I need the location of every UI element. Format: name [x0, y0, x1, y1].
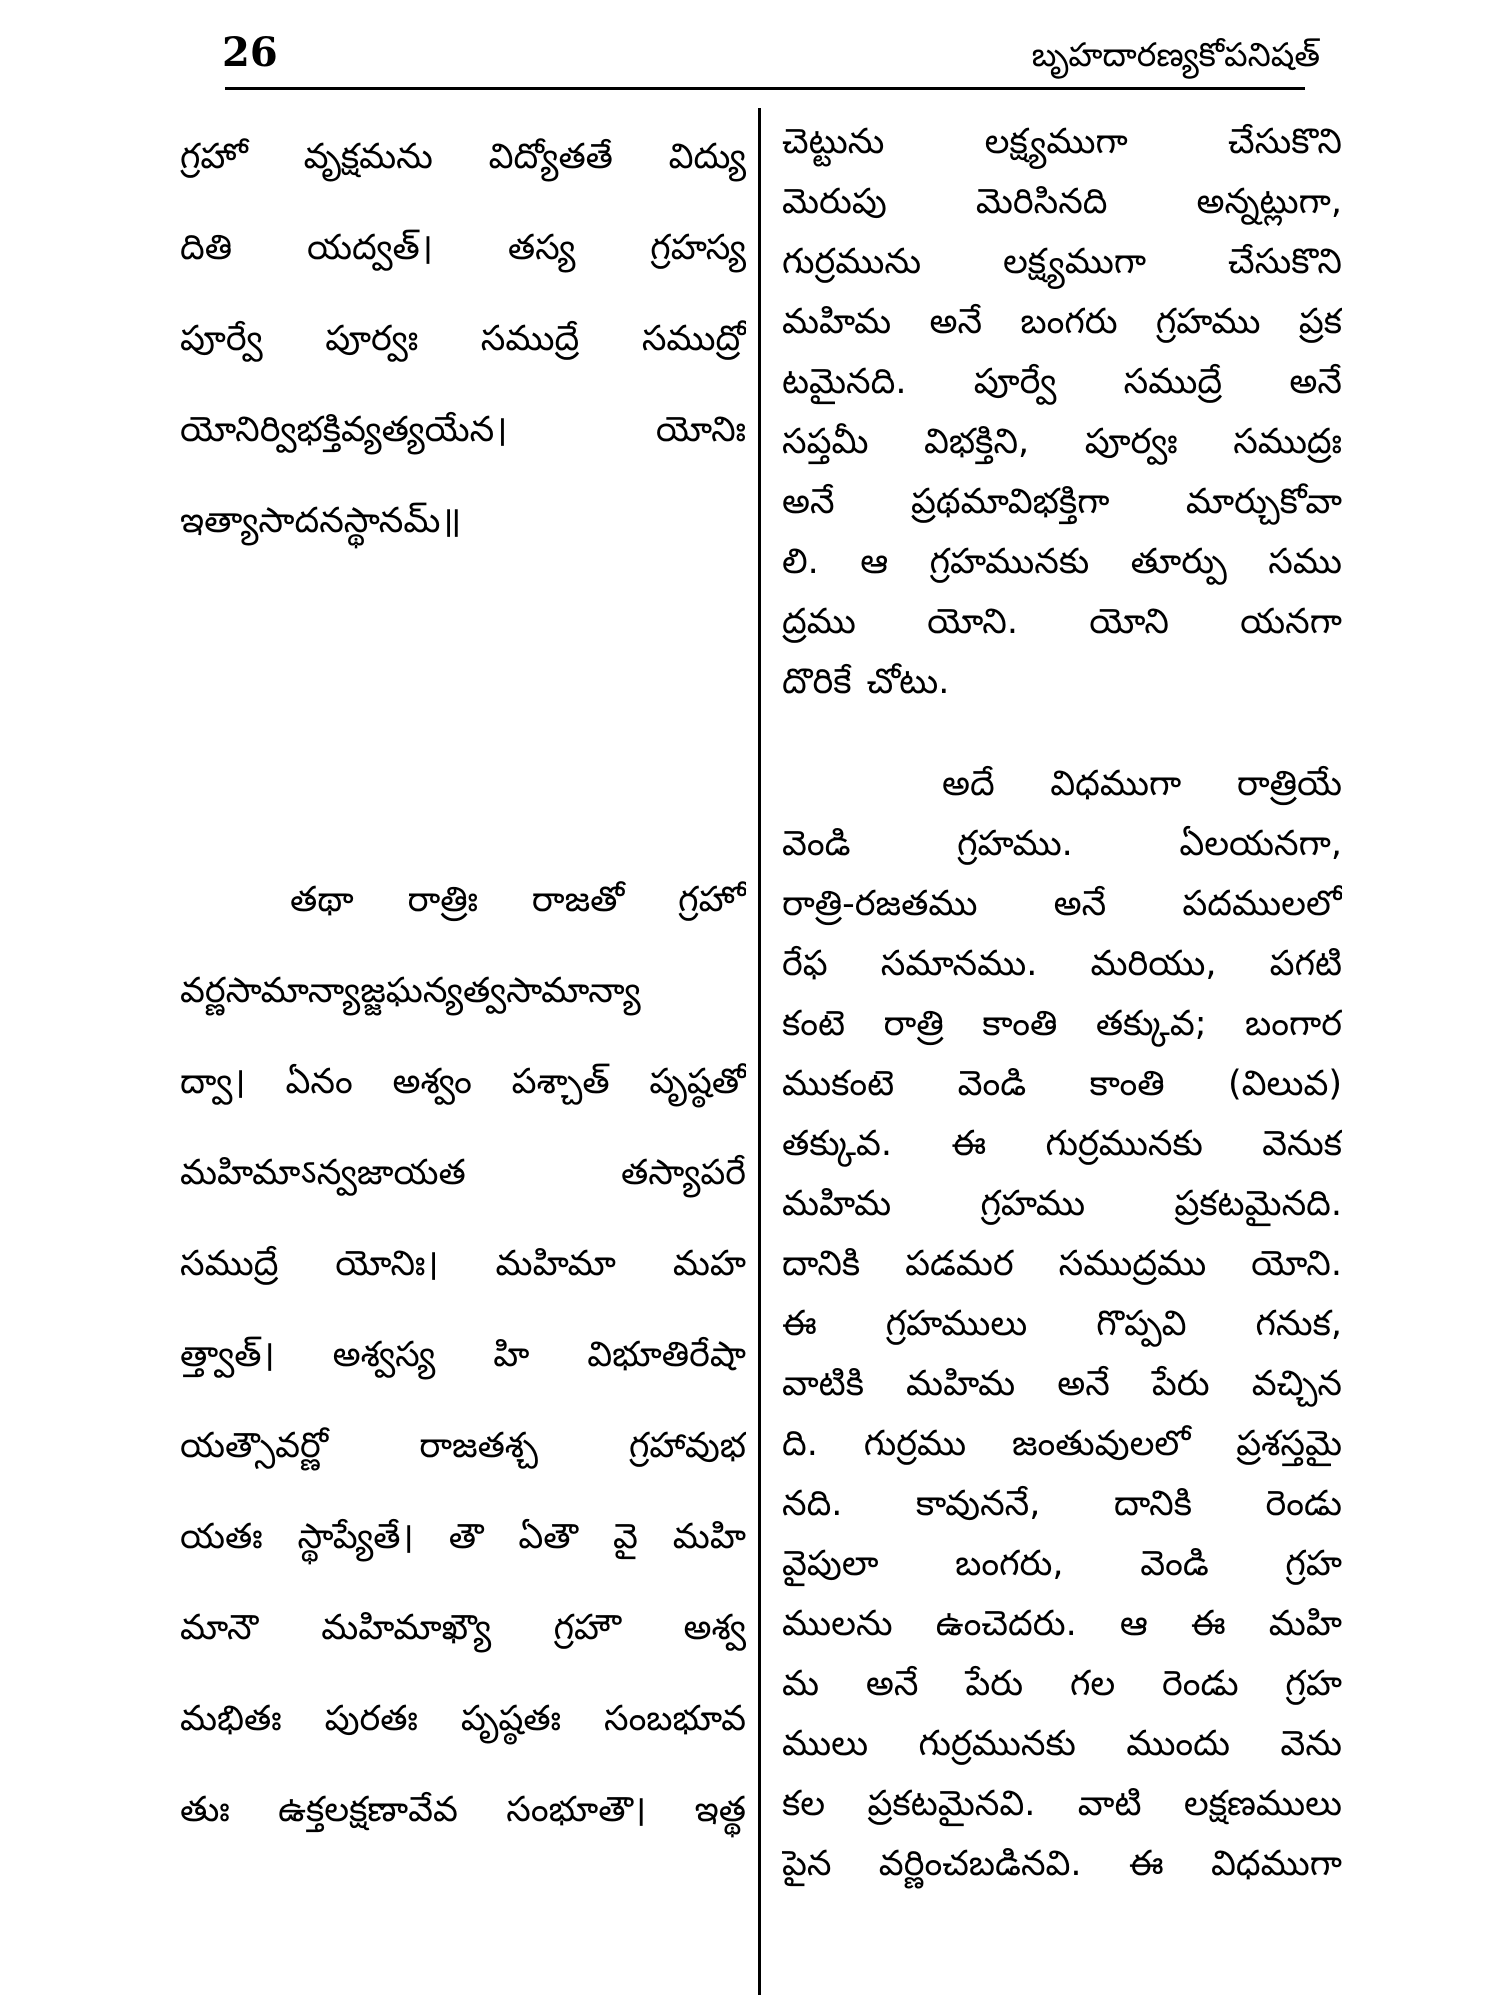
running-title: బృహదారణ్యకోపనిషత్ — [1031, 35, 1320, 74]
text-line: దానికి పడమర సముద్రము యోని. — [782, 1244, 1342, 1284]
text-line: మ అనే పేరు గల రెండు గ్రహ — [782, 1664, 1342, 1704]
text-line: వాటికి మహిమ అనే పేరు వచ్చిన — [782, 1364, 1342, 1404]
text-line: టమైనది. పూర్వే సముద్రే అనే — [782, 362, 1342, 402]
text-line: అదే విధముగా రాత్రియే — [942, 764, 1342, 804]
text-line: కల ప్రకటమైనవి. వాటి లక్షణములు — [782, 1784, 1342, 1824]
text-line: తక్కువ. ఈ గుర్రమునకు వెనుక — [782, 1124, 1342, 1164]
sanskrit-commentary-paragraph-1 — [180, 112, 746, 567]
text-line: తుః ఉక్తలక్షణావేవ సంభూతౌ। ఇత్థ — [180, 1790, 746, 1830]
text-line: ద్రము యోని. యోని యనగా — [782, 602, 1342, 642]
text-line: చెట్టును లక్ష్యముగా చేసుకొని — [782, 122, 1342, 162]
text-line: యతః స్థాప్యేతే। తౌ ఏతౌ వై మహి — [180, 1517, 746, 1557]
text-line: మహిమ అనే బంగరు గ్రహము ప్రక — [782, 302, 1342, 342]
text-line: త్త్వాత్। అశ్వస్య హి విభూతిరేషా — [180, 1335, 746, 1375]
text-line: ములను ఉంచెదరు. ఆ ఈ మహి — [782, 1604, 1342, 1644]
text-line: ద్వా। ఏనం అశ్వం పశ్చాత్ పృష్ఠతో — [180, 1062, 746, 1102]
text-line: ది. గుర్రము జంతువులలో ప్రశస్తమై — [782, 1424, 1342, 1464]
text-line: మభితః పురతః పృష్ఠతః సంబభూవ — [180, 1699, 746, 1739]
column-divider — [758, 108, 761, 1995]
header-rule — [225, 87, 1305, 90]
text-line: యోనిర్విభక్తివ్యత్యయేన। యోనిః — [180, 410, 746, 450]
text-line: ముకంటె వెండి కాంతి (విలువ) — [782, 1064, 1342, 1104]
text-line: మెరుపు మెరిసినది అన్నట్లుగా, — [782, 182, 1342, 222]
text-line: పూర్వే పూర్వః సముద్రే సముద్రో — [180, 319, 746, 359]
text-line: ములు గుర్రమునకు ముందు వెను — [782, 1724, 1342, 1764]
text-line: ఈ గ్రహములు గొప్పవి గనుక, — [782, 1304, 1342, 1344]
sanskrit-commentary-paragraph-2 — [180, 855, 746, 1856]
text-line: గుర్రమును లక్ష్యముగా చేసుకొని — [782, 242, 1342, 282]
text-line: సప్తమీ విభక్తిని, పూర్వః సముద్రః — [782, 422, 1342, 462]
text-line: మానౌ మహిమాఖ్యౌ గ్రహౌ అశ్వ — [180, 1608, 746, 1648]
text-line: యత్సౌవర్ణో రాజతశ్చ గ్రహావుభ — [180, 1426, 746, 1466]
text-line: వెండి గ్రహము. ఏలయనగా, — [782, 824, 1342, 864]
text-line: మహిమ గ్రహము ప్రకటమైనది. — [782, 1184, 1342, 1224]
text-line: వైపులా బంగరు, వెండి గ్రహ — [782, 1544, 1342, 1584]
text-line: రేఫ సమానము. మరియు, పగటి — [782, 944, 1342, 984]
page-number: 26 — [222, 29, 278, 76]
paragraph-gap — [782, 712, 1342, 754]
text-line: తథా రాత్రిః రాజతో గ్రహో — [290, 880, 746, 920]
text-line: పైన వర్ణించబడినవి. ఈ విధముగా — [782, 1844, 1342, 1884]
text-line: సముద్రే యోనిః। మహిమా మహ — [180, 1244, 746, 1284]
text-line: దొరికే చోటు. — [782, 662, 950, 702]
text-line: నది. కావుననే, దానికి రెండు — [782, 1484, 1342, 1524]
text-line: కంటె రాత్రి కాంతి తక్కువ; బంగార — [782, 1004, 1342, 1044]
text-line: ఇత్యాసాదనస్థానమ్॥ — [180, 501, 462, 541]
text-line: రాత్రి-రజతము అనే పదములలో — [782, 884, 1342, 924]
telugu-translation-column — [782, 112, 1342, 1894]
text-line: అనే ప్రథమావిభక్తిగా మార్చుకోవా — [782, 482, 1342, 522]
text-line: గ్రహో వృక్షమను విద్యోతతే విద్యు — [180, 137, 746, 177]
text-line: లి. ఆ గ్రహమునకు తూర్పు సము — [782, 542, 1342, 582]
text-line: దితి యద్వత్। తస్య గ్రహస్య — [180, 228, 746, 268]
text-line: మహిమాऽన్వజాయత తస్యాపరే — [180, 1153, 746, 1193]
text-line: వర్ణసామాన్యాజ్జఘన్యత్వసామాన్యా — [180, 971, 641, 1011]
